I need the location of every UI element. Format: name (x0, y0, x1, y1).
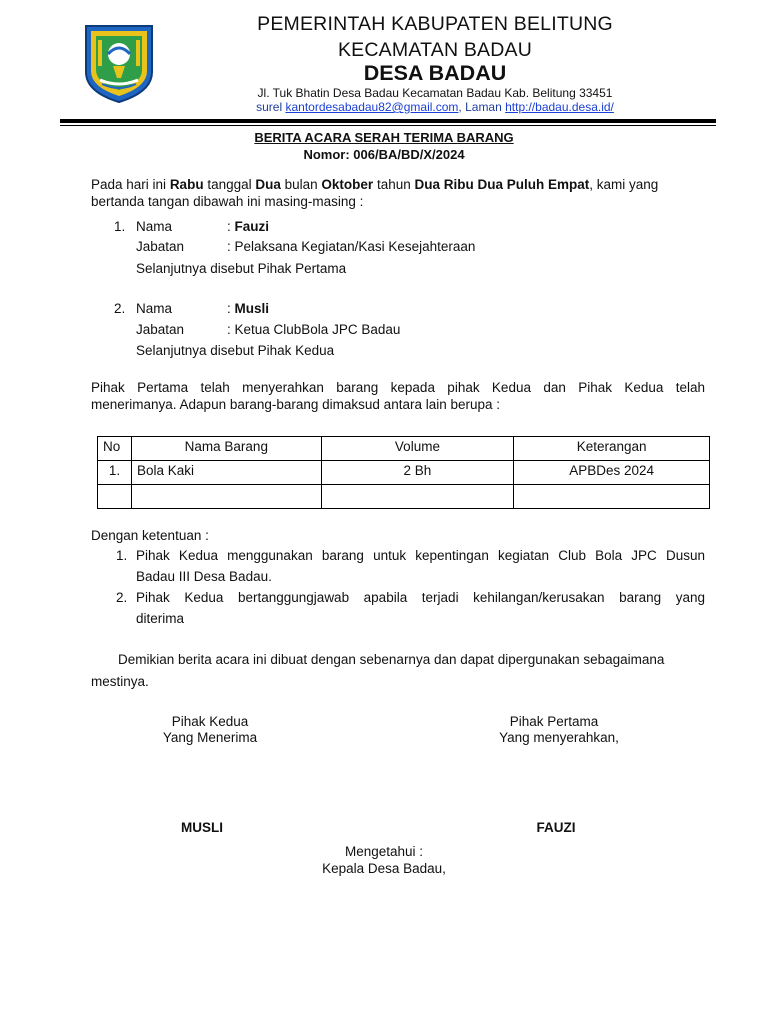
letterhead-contact (150, 100, 720, 114)
header-volume: Volume (321, 437, 514, 461)
term-2-line-2: diterima (136, 611, 185, 626)
party-2-position: : Ketua ClubBola JPC Badau (227, 322, 401, 337)
term-1-line-2: Badau III Desa Badau. (136, 569, 272, 584)
table-header-row (98, 437, 710, 461)
document-number: Nomor: 006/BA/BD/X/2024 (303, 147, 465, 162)
website-link[interactable]: http://badau.desa.id/ (505, 100, 614, 114)
party-2-position-label: Jabatan (136, 322, 185, 337)
term-1-line-1: Pihak Kedua menggunakan barang untuk kepentingan kegiatan Club Bola JPC Dusun (136, 548, 705, 563)
signature-right-name: FAUZI (536, 820, 576, 835)
party-2-name: : Musli (227, 301, 270, 316)
signature-right-subtitle: Yang menyerahkan, (499, 730, 619, 745)
party-2-role: Selanjutnya disebut Pihak Kedua (136, 343, 335, 358)
terms-heading: Dengan ketentuan : (91, 528, 209, 543)
party-1-number: 1. (114, 219, 126, 234)
document-title: BERITA ACARA SERAH TERIMA BARANG (254, 130, 514, 145)
signature-right-title: Pihak Pertama (509, 714, 599, 729)
party-2-name-label: Nama (136, 301, 173, 316)
signature-left-title: Pihak Kedua (171, 714, 249, 729)
opening-year: Dua Ribu Dua Puluh Empat (414, 177, 590, 192)
letterhead-thin-rule (60, 125, 716, 126)
term-1-number: 1. (116, 548, 128, 563)
regency-emblem-logo (80, 20, 158, 104)
cell-no (98, 485, 132, 509)
header-no: No (98, 437, 132, 461)
cell-notes: APBDes 2024 (514, 461, 710, 485)
cell-no: 1. (98, 461, 132, 485)
party-1-name-label: Nama (136, 219, 173, 234)
handover-line-1: Pihak Pertama telah menyerahkan barang kepada pihak Kedua dan Pihak Kedua telah (91, 380, 705, 395)
email-prefix: surel (256, 100, 286, 114)
web-prefix: , Laman (458, 100, 506, 114)
acknowledge-label: Mengetahui : (344, 844, 424, 859)
header-notes: Keterangan (514, 437, 710, 461)
term-2-line-1: Pihak Kedua bertanggungjawab apabila terjadi kehilangan/kerusakan barang yang (136, 590, 705, 605)
village-head-title: Kepala Desa Badau, (322, 861, 446, 876)
opening-month: Oktober (321, 177, 374, 192)
cell-volume: 2 Bh (321, 461, 514, 485)
email-link[interactable]: kantordesabadau82@gmail.com (285, 100, 459, 114)
party-1-position-label: Jabatan (136, 239, 185, 254)
party-1-position: : Pelaksana Kegiatan/Kasi Kesejahteraan (227, 239, 476, 254)
cell-notes (514, 485, 710, 509)
party-2-number: 2. (114, 301, 126, 316)
term-2-number: 2. (116, 590, 128, 605)
table-row (98, 485, 710, 509)
letterhead-address: Jl. Tuk Bhatin Desa Badau Kecamatan Badau Kab. Belitung 33451 (257, 86, 613, 100)
signature-left-subtitle: Yang Menerima (162, 730, 258, 745)
opening-day: Rabu (169, 177, 204, 192)
opening-line-2: bertanda tangan dibawah ini masing-masing : (91, 194, 364, 209)
letterhead-government: PEMERINTAH KABUPATEN BELITUNG (257, 13, 613, 35)
letterhead-village: DESA BADAU (363, 61, 507, 85)
cell-volume (321, 485, 514, 509)
header-item-name: Nama Barang (131, 437, 321, 461)
cell-item-name (131, 485, 321, 509)
table-row (98, 461, 710, 485)
cell-item-name: Bola Kaki (131, 461, 321, 485)
opening-date: Dua (255, 177, 281, 192)
signature-left-name: MUSLI (181, 820, 223, 835)
opening-line-1: Pada hari ini Rabu tanggal Dua bulan Oktober tahun Dua Ribu Dua Puluh Empat, kami yang (91, 177, 659, 192)
letterhead-district: KECAMATAN BADAU (337, 39, 533, 61)
items-table (97, 436, 710, 509)
letterhead-thick-rule (60, 119, 716, 123)
closing-line-1: Demikian berita acara ini dibuat dengan sebenarnya dan dapat dipergunakan sebagaimana (118, 652, 665, 667)
closing-line-2: mestinya. (91, 674, 149, 689)
party-1-role: Selanjutnya disebut Pihak Pertama (136, 261, 347, 276)
handover-line-2: menerimanya. Adapun barang-barang dimaksud antara lain berupa : (91, 397, 501, 412)
party-1-name: : Fauzi (227, 219, 270, 234)
